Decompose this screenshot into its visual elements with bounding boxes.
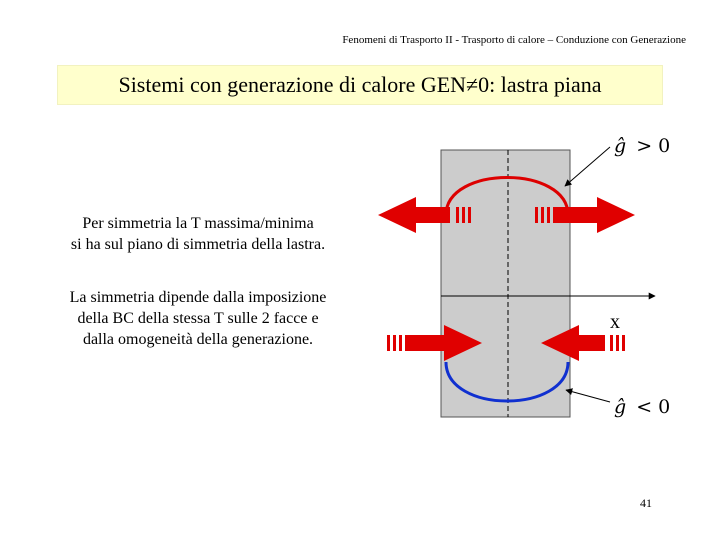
paragraph-line: La simmetria dipende dalla imposizione xyxy=(69,289,327,306)
paragraph-line: dalla omogeneità della generazione. xyxy=(82,331,314,348)
formula-symbol: ĝ xyxy=(614,396,627,418)
paragraph-line: Per simmetria la T massima/minima xyxy=(82,215,314,232)
positive-profile-pointer xyxy=(565,147,610,186)
paragraph-line: si ha sul piano di simmetria della lastra. xyxy=(70,236,326,253)
formula-negative-generation xyxy=(614,396,670,418)
formula-positive-generation xyxy=(614,135,670,157)
formula-relation: > 0 xyxy=(636,135,671,157)
negative-profile-pointer xyxy=(566,390,610,402)
formula-relation: < 0 xyxy=(636,396,671,418)
page-number: 41 xyxy=(640,496,652,510)
formula-symbol: ĝ xyxy=(614,135,627,157)
slide-header: Fenomeni di Trasporto II - Trasporto di calore – Conduzione con Generazione xyxy=(342,34,686,46)
slide-title: Sistemi con generazione di calore GEN≠0: lastra piana xyxy=(118,72,602,97)
x-axis-label: x xyxy=(610,311,620,333)
paragraph-line: della BC della stessa T sulle 2 facce e xyxy=(77,310,319,327)
